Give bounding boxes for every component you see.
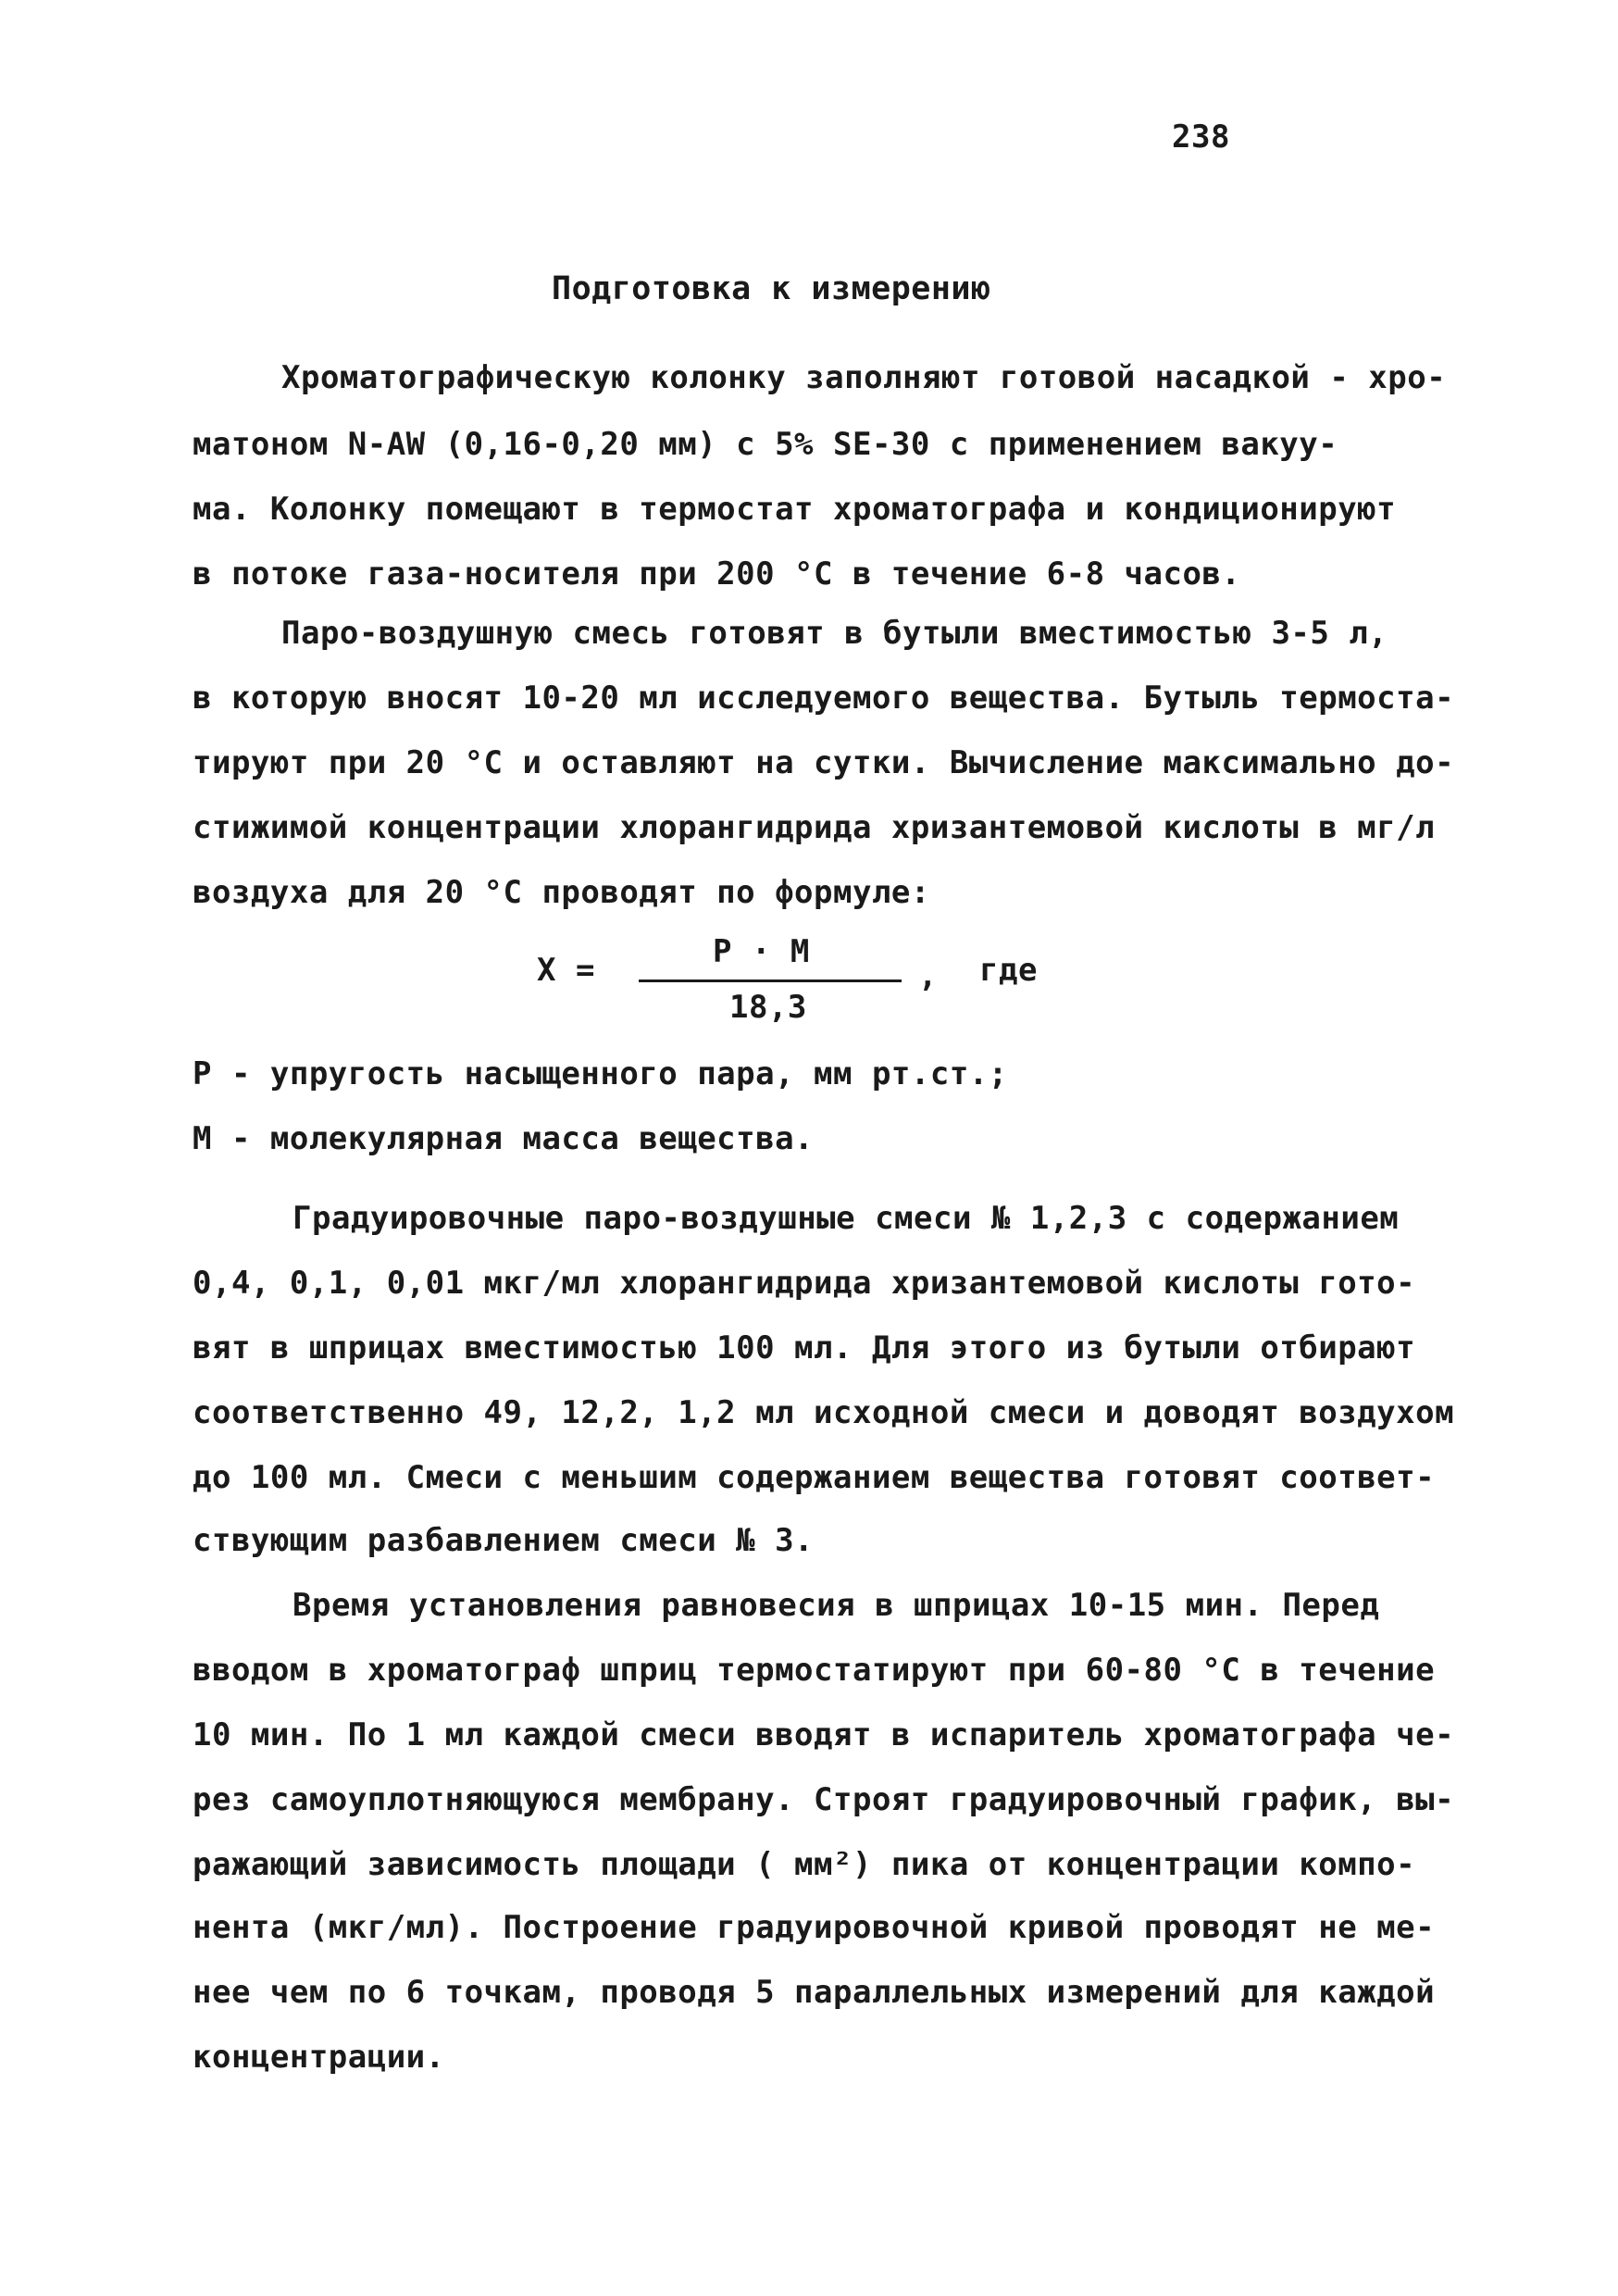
paragraph-line: тируют при 20 °С и оставляют на сутки. Вычисление максимально до- [193, 744, 1455, 781]
paragraph-line: в которую вносят 10-20 мл исследуемого вещества. Бутыль термоста- [193, 680, 1455, 717]
paragraph-line: в потоке газа-носителя при 200 °С в течение 6-8 часов. [193, 555, 1241, 593]
paragraph-line: концентрации. [193, 2039, 445, 2076]
paragraph-line: Паро-воздушную смесь готовят в бутыли вместимостью 3-5 л, [281, 615, 1388, 652]
paragraph-line: нее чем по 6 точкам, проводя 5 параллельных измерений для каждой [193, 1974, 1436, 2011]
formula-where: где [979, 952, 1038, 989]
definition-line: M - молекулярная масса вещества. [193, 1120, 815, 1157]
page-number: 238 [1172, 119, 1230, 156]
paragraph-line: вят в шприцах вместимостью 100 мл. Для этого из бутыли отбирают [193, 1329, 1416, 1366]
paragraph-line: ствующим разбавлением смеси № 3. [193, 1522, 815, 1559]
formula-lhs: X = [537, 952, 595, 989]
formula-denominator: 18,3 [729, 989, 807, 1026]
paragraph-line: вводом в хроматограф шприц термостатируют при 60-80 °С в течение [193, 1652, 1436, 1689]
paragraph-line: Хроматографическую колонку заполняют готовой насадкой - хро- [281, 359, 1447, 396]
paragraph-line: до 100 мл. Смеси с меньшим содержанием вещества готовят соответ- [193, 1459, 1436, 1496]
formula-numerator: P · M [713, 933, 810, 970]
paragraph-line: Градуировочные паро-воздушные смеси № 1,2,3 с содержанием [292, 1200, 1400, 1237]
paragraph-line: 0,4, 0,1, 0,01 мкг/мл хлорангидрида хризантемовой кислоты гото- [193, 1265, 1416, 1302]
paragraph-line: соответственно 49, 12,2, 1,2 мл исходной смеси и доводят воздухом [193, 1394, 1455, 1431]
paragraph-line: матоном N-AW (0,16-0,20 мм) с 5% SE-30 с применением вакуу- [193, 426, 1338, 463]
paragraph-line: ражающий зависимость площади ( мм²) пика от концентрации компо- [193, 1846, 1416, 1883]
paragraph-line: нента (мкг/мл). Построение градуировочной кривой проводят не ме- [193, 1909, 1436, 1946]
definition-line: P - упругость насыщенного пара, мм рт.ст.; [193, 1055, 1008, 1092]
section-title: Подготовка к измерению [552, 270, 991, 307]
paragraph-line: Время установления равновесия в шприцах 10-15 мин. Перед [292, 1587, 1380, 1624]
fraction-bar [639, 980, 902, 982]
paragraph-line: ма. Колонку помещают в термостат хроматографа и кондиционируют [193, 491, 1397, 528]
paragraph-line: воздуха для 20 °С проводят по формуле: [193, 874, 930, 911]
paragraph-line: рез самоуплотняющуюся мембрану. Строят градуировочный график, вы- [193, 1781, 1455, 1818]
formula-comma: , [918, 957, 938, 994]
formula [537, 933, 1055, 1035]
paragraph-line: стижимой концентрации хлорангидрида хризантемовой кислоты в мг/л [193, 809, 1436, 846]
paragraph-line: 10 мин. По 1 мл каждой смеси вводят в испаритель хроматографа че- [193, 1716, 1455, 1753]
